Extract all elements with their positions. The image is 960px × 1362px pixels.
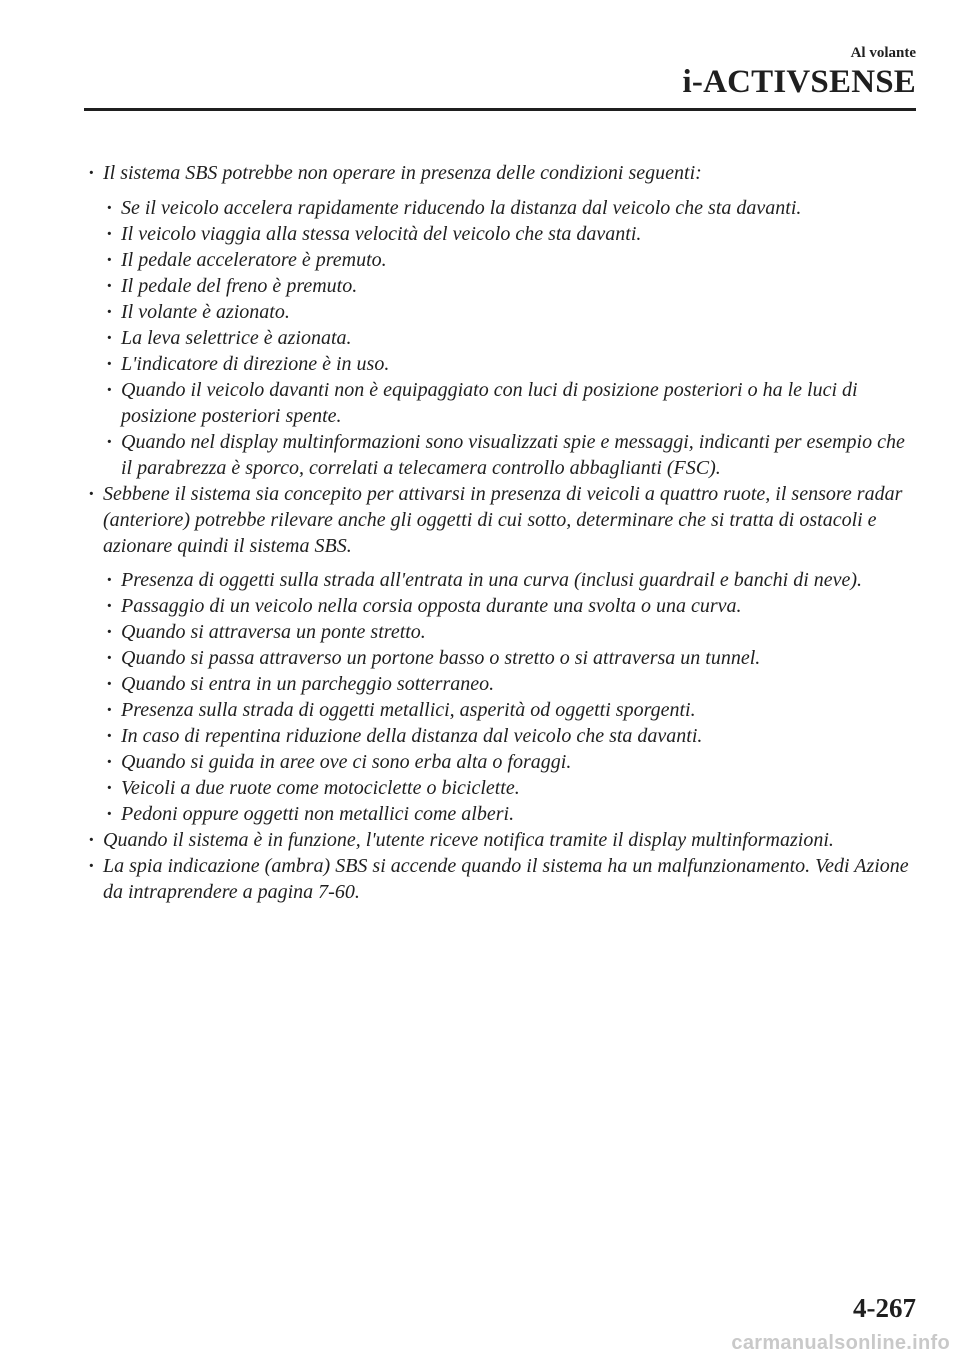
sub-bullet-item: · L'indicatore di direzione è in uso. <box>105 351 917 377</box>
page-body <box>87 160 917 905</box>
sub-bullet-item: · Se il veicolo accelera rapidamente riducendo la distanza dal veicolo che sta davanti. <box>105 195 917 221</box>
sub-bullet-item: · Quando il veicolo davanti non è equipaggiato con luci di posizione posteriori o ha le luci di posizione posteriori spente. <box>105 377 917 429</box>
sub-bullet-item: · Quando si passa attraverso un portone basso o stretto o si attraversa un tunnel. <box>105 645 917 671</box>
sub-bullet-item: · Il pedale del freno è premuto. <box>105 273 917 299</box>
sub-bullet-item: · Pedoni oppure oggetti non metallici come alberi. <box>105 801 917 827</box>
sub-bullet-item: · Il volante è azionato. <box>105 299 917 325</box>
sub-bullet-item: · Presenza sulla strada di oggetti metallici, asperità od oggetti sporgenti. <box>105 697 917 723</box>
sub-bullet-item: · Quando si entra in un parcheggio sotterraneo. <box>105 671 917 697</box>
page-title: i-ACTIVSENSE <box>682 64 916 100</box>
sub-bullet-item: · Quando nel display multinformazioni sono visualizzati spie e messaggi, indicanti per esempio che il parabrezza è sporco, correlati a telecamera controllo abbaglianti (FSC). <box>105 429 917 481</box>
sub-list-conditions <box>105 195 917 481</box>
bullet-item: · Quando il sistema è in funzione, l'utente riceve notifica tramite il display multinformazioni. <box>87 827 917 853</box>
sub-list-objects <box>105 567 917 827</box>
sub-bullet-item: · Veicoli a due ruote come motociclette o biciclette. <box>105 775 917 801</box>
bullet-item: · La spia indicazione (ambra) SBS si accende quando il sistema ha un malfunzionamento. Vedi Azione da intraprendere a pagina 7-60. <box>87 853 917 905</box>
page-header <box>683 44 916 100</box>
bullet-item: · Il sistema SBS potrebbe non operare in presenza delle condizioni seguenti: <box>87 160 917 186</box>
sub-bullet-item: · Il veicolo viaggia alla stessa velocità del veicolo che sta davanti. <box>105 221 917 247</box>
sub-bullet-item: · Quando si guida in aree ove ci sono erba alta o foraggi. <box>105 749 917 775</box>
sub-bullet-item: · Passaggio di un veicolo nella corsia opposta durante una svolta o una curva. <box>105 593 917 619</box>
sub-bullet-item: · Quando si attraversa un ponte stretto. <box>105 619 917 645</box>
page-number: 4-267 <box>853 1293 916 1323</box>
section-label: Al volante <box>850 45 916 61</box>
bullet-item: · Sebbene il sistema sia concepito per attivarsi in presenza di veicoli a quattro ruote, il sensore radar (anteriore) potrebbe rilevare anche gli oggetti di cui sotto, determinare che si tratta di ostacoli e azionare quindi il sistema SBS. <box>87 481 917 559</box>
sub-bullet-item: · In caso di repentina riduzione della distanza dal veicolo che sta davanti. <box>105 723 917 749</box>
sub-bullet-item: · La leva selettrice è azionata. <box>105 325 917 351</box>
sub-bullet-item: · Il pedale acceleratore è premuto. <box>105 247 917 273</box>
sub-bullet-item: · Presenza di oggetti sulla strada all'entrata in una curva (inclusi guardrail e banchi di neve). <box>105 567 917 593</box>
header-divider <box>84 108 916 111</box>
watermark: carmanualsonline.info <box>731 1332 950 1354</box>
